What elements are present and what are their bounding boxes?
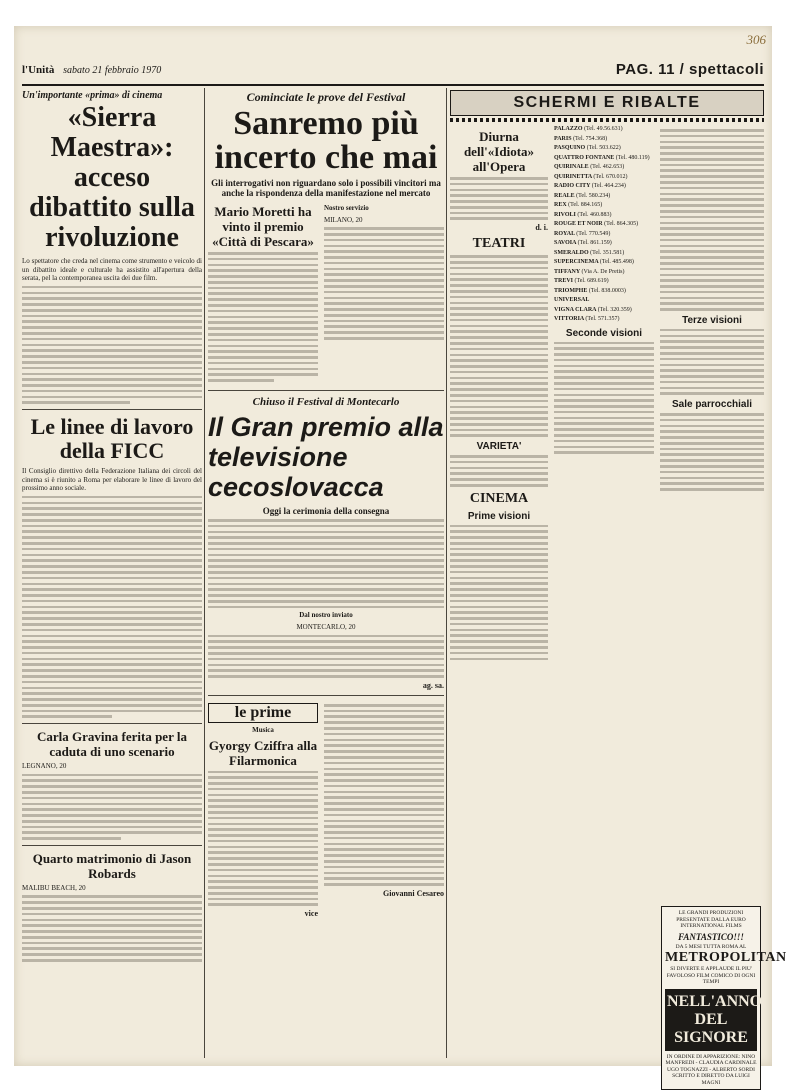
page-number: PAG. 11 / spettacoli [615, 61, 764, 78]
cinema-listing [554, 297, 654, 305]
article-kicker: Un'importante «prima» di cinema [22, 90, 163, 101]
cinema-listing [554, 278, 654, 286]
cinema-name: PALAZZO [554, 126, 583, 132]
cinema-phone: (Tel. 351.581) [590, 249, 625, 256]
masthead-title: l'Unità [22, 64, 55, 76]
listing-block [450, 455, 548, 487]
divider [22, 409, 202, 410]
column-center [208, 88, 444, 1058]
cinema-listing [554, 155, 654, 163]
page-header [22, 60, 764, 86]
section-sublabel: Musica [252, 725, 274, 734]
article-text-block [324, 704, 444, 886]
section-label: le prime [208, 703, 318, 723]
dateline: MILANO, 20 [324, 215, 363, 224]
divider [22, 723, 202, 724]
cinema-name: UNIVERSAL [554, 297, 590, 303]
cinema-phone: (Tel. 480.119) [615, 154, 650, 161]
section-banner: SCHERMI E RIBALTE [450, 90, 764, 116]
listing-block [450, 255, 548, 437]
cinema-phone: (Tel. 670.012) [593, 173, 628, 180]
cinema-listing [554, 212, 654, 220]
dateline: MONTECARLO, 20 [296, 623, 356, 632]
byline: Giovanni Cesareo [383, 888, 444, 898]
cinema-listing [554, 174, 654, 182]
cinema-listing [554, 202, 654, 210]
article-headline: Sanremo più incerto che mai [214, 105, 438, 176]
article-text-block [22, 895, 202, 961]
column-rule [446, 88, 447, 1058]
dateline: LEGNANO, 20 [22, 762, 67, 771]
divider [208, 695, 444, 696]
cinema-listing [554, 307, 654, 315]
cinema-name: PARIS [554, 135, 572, 142]
article-text-block [208, 771, 318, 907]
cinema-listing [554, 145, 654, 153]
service-label: Nostro servizio [324, 204, 369, 212]
article-headline: «Sierra Maestra»: acceso dibattito sulla rivoluzione [29, 102, 195, 253]
review-headline: Gyorgy Cziffra alla Filarmonica [208, 737, 318, 768]
ad-pre-line: DA 5 MESI TUTTA ROMA AL [675, 943, 747, 950]
cinema-phone: (Tel. 754.368) [573, 135, 608, 142]
cinema-name: SUPERCINEMA [554, 259, 599, 265]
section-seconde-visioni: Seconde visioni [565, 327, 643, 339]
cinema-name: PASQUINO [554, 145, 586, 151]
signature: d. i. [535, 223, 548, 233]
column-rule [204, 88, 205, 1058]
ad-cinema-name: METROPOLITAN [665, 950, 787, 965]
cinema-listing [554, 126, 654, 134]
listing-block [554, 342, 654, 454]
section-teatri: TEATRI [472, 236, 526, 252]
cinema-phone: (Tel. 864.305) [604, 221, 639, 227]
cinema-listing [554, 269, 654, 277]
cinema-name: SMERALDO [554, 249, 589, 256]
ad-credits: IN ORDINE DI APPARIZIONE: NINO MANFREDI - CLAUDIA CARDINALE UGO TOGNAZZI - ALBERTO SORDI SCRITTO E DIRETTO DA LUIGI MAGNI [665, 1053, 757, 1086]
cinema-name: RIVOLI [554, 211, 576, 218]
column-left [22, 88, 202, 1058]
cinema-name: REX [554, 202, 567, 208]
service-label: Dal nostro inviato [299, 611, 353, 620]
ad-top-line: LE GRANDI PRODUZIONI PRESENTATE DALLA EURO INTERNATIONAL FILMS [676, 910, 746, 929]
banner-rule [450, 118, 764, 122]
cinema-name: TRIOMPHE [554, 287, 588, 294]
cinema-name: VITTORIA [554, 316, 584, 322]
cinema-phone: (Tel. 49.56.631) [584, 126, 623, 132]
ad-film-title: NELL'ANNO DEL SIGNORE [665, 989, 757, 1051]
cinema-listing [554, 136, 654, 144]
cinema-listing [554, 183, 654, 191]
issue-date: sabato 21 febbraio 1970 [63, 65, 162, 76]
cinema-phone: (Tel. 770.549) [576, 230, 611, 237]
cinema-phone: (Tel. 462.653) [590, 164, 625, 170]
cinema-name: VIGNA CLARA [554, 306, 597, 313]
cinema-name: TIFFANY [554, 268, 580, 275]
cinema-phone: (Tel. 884.165) [568, 202, 603, 208]
cinema-phone: (Tel. 689.619) [574, 278, 609, 284]
cinema-phone: (Tel. 838.0003) [588, 287, 626, 294]
dateline: MALIBU BEACH, 20 [22, 883, 86, 892]
section-cinema: CINEMA [469, 490, 529, 506]
cinema-phone: (Tel. 460.883) [577, 211, 612, 218]
cinema-phone: (Tel. 861.159) [577, 240, 612, 246]
cinema-phone: (Tel. 485.498) [599, 259, 634, 265]
cinema-phone: (Tel. 503.622) [586, 145, 621, 151]
article-text-block [450, 177, 548, 220]
article-kicker: Chiuso il Festival di Montecarlo [252, 395, 400, 408]
cinema-name: REALE [554, 192, 575, 199]
divider [22, 845, 202, 846]
section-terze-visioni: Terze visioni [682, 314, 742, 326]
listing-block [660, 129, 764, 311]
article-subheadline: Gli interrogativi non riguardano solo i possibili vincitori ma anche la rispondenza della manifestazione nel mercato [211, 178, 441, 198]
listing-headline: Diurna dell'«Idiota» all'Opera [463, 129, 535, 174]
article-text-block [208, 635, 444, 678]
cinema-listing [554, 231, 654, 239]
cinema-name: ROYAL [554, 230, 575, 237]
article-text-block [208, 519, 444, 608]
cinema-phone: (Tel. 571.357) [585, 316, 620, 322]
cinema-name: TREVI [554, 278, 574, 284]
cinema-phone: (Tel. 464.234) [591, 183, 626, 189]
article-text-block [22, 496, 202, 718]
cinema-listing [554, 288, 654, 296]
cinema-listing [554, 221, 654, 229]
article-headline: Le linee di lavoro della FICC [30, 414, 194, 463]
article-headline: Quarto matrimonio di Jason Robards [32, 850, 192, 881]
cinema-phone: (Tel. 580.234) [576, 192, 611, 199]
cinema-listing [554, 250, 654, 258]
cinema-phone: (Tel. 320.359) [597, 306, 632, 313]
cinema-name: QUATTRO FONTANE [554, 154, 615, 161]
handwritten-note: 306 [746, 32, 766, 47]
signature: vice [304, 909, 318, 919]
signature: ag. sa. [422, 680, 444, 690]
ad-fantastico: FANTASTICO!!! [678, 931, 744, 942]
newspaper-page [14, 26, 787, 1086]
cinema-name: QUIRINETTA [554, 173, 592, 180]
cinema-name: SAVOIA [554, 240, 577, 246]
masthead [22, 64, 161, 76]
article-headline: Il Gran premio alla televisione cecoslovacca [208, 411, 444, 502]
cinema-listings [554, 126, 654, 324]
cinema-name: RADIO CITY [554, 183, 591, 189]
article-text-block [22, 774, 202, 840]
section-prime-visioni: Prime visioni [467, 510, 531, 522]
article-subheadline: Oggi la cerimonia della consegna [262, 505, 390, 516]
article-text-block [208, 252, 318, 382]
cinema-listing [554, 240, 654, 248]
article-headline: Carla Gravina ferita per la caduta di uno scenario [37, 729, 187, 760]
section-sale-parrocchiali: Sale parrocchiali [671, 399, 753, 410]
listing-block [660, 329, 764, 395]
article-text-block [324, 227, 444, 339]
article-kicker: Cominciate le prove del Festival [246, 90, 406, 104]
article-body: Lo spettatore che creda nel cinema come strumento e veicolo di un dibattito ideale e culturale ha assistito all'apertura della serata, pel la contemporanea uscita dei due film. [22, 257, 202, 283]
cinema-listing [554, 193, 654, 201]
listing-block [450, 525, 548, 661]
advertisement [661, 906, 787, 1090]
listing-block [660, 413, 764, 491]
cinema-name: ROUGE ET NOIR [554, 221, 603, 227]
cinema-listing [554, 259, 654, 267]
cinema-name: QUIRINALE [554, 164, 589, 170]
cinema-phone: (Via A. De Pretis) [581, 268, 625, 275]
divider [208, 390, 444, 391]
ad-tagline: SI DIVERTE E APPLAUDE IL PIU' FAVOLOSO FILM COMICO DI OGNI TEMPI [666, 966, 756, 985]
article-text-block [22, 286, 202, 404]
article-body: Il Consiglio direttivo della Federazione Italiana dei circoli del cinema si è riunito a Roma per elaborare le linee di lavoro del prossimo anno sociale. [22, 467, 202, 493]
side-article-headline: Mario Moretti ha vinto il premio «Città di Pescara» [212, 204, 314, 249]
section-varieta: VARIETA' [476, 441, 522, 453]
cinema-listing [554, 316, 654, 324]
cinema-listing [554, 164, 654, 172]
